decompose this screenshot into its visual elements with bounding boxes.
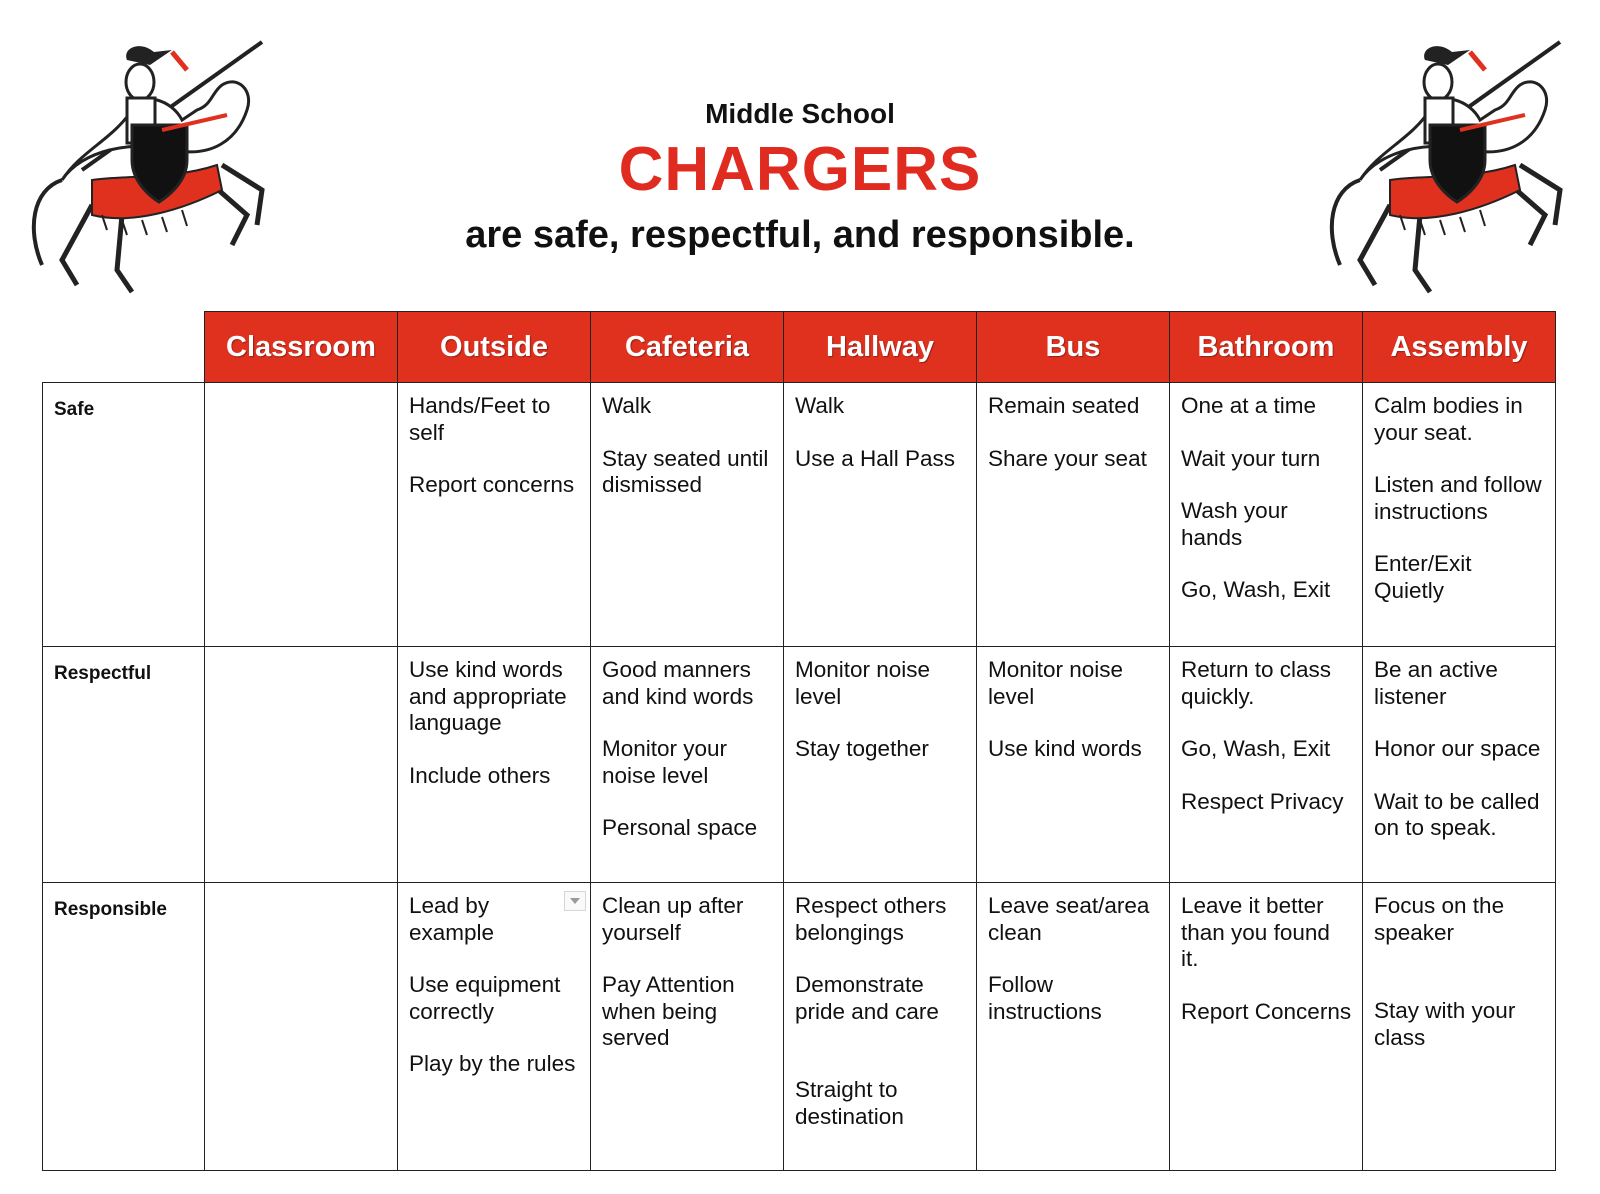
cell-item: Stay together — [795, 736, 929, 761]
cell-safe-bus — [977, 383, 1170, 647]
column-header-cafeteria: Cafeteria — [591, 312, 784, 383]
item-spacer — [795, 710, 966, 736]
cell-safe-assembly — [1363, 383, 1556, 647]
cell-item: Wait to be called on to speak. — [1374, 788, 1540, 840]
cell-item: Include others — [409, 762, 551, 788]
item-spacer — [602, 946, 773, 972]
cell-item: Walk — [795, 393, 845, 418]
item-spacer — [795, 1051, 966, 1077]
item-spacer — [1374, 946, 1545, 972]
item-spacer — [1181, 551, 1352, 577]
cell-safe-classroom — [205, 383, 398, 647]
column-header-bathroom: Bathroom — [1170, 312, 1363, 383]
cell-item: Clean up after yourself — [602, 893, 744, 945]
cell-item: Wait your turn — [1181, 445, 1321, 471]
item-spacer — [409, 446, 580, 472]
cell-item: Straight to destination — [795, 1077, 904, 1129]
cell-item: Play by the rules — [409, 1051, 576, 1076]
cell-respectful-classroom — [205, 647, 398, 883]
cell-item: Use kind words and appropriate language — [409, 657, 567, 735]
page-header — [0, 0, 1600, 310]
cell-item: Use a Hall Pass — [795, 445, 956, 471]
cell-safe-outside — [398, 383, 591, 647]
item-spacer — [1374, 972, 1545, 998]
behavior-matrix-table — [42, 311, 1556, 1171]
header-row — [43, 312, 1556, 383]
item-spacer — [602, 420, 773, 446]
cell-item: Use equipment correctly — [409, 972, 561, 1024]
row-label-respectful: Respectful — [43, 647, 205, 883]
cell-item: Monitor noise level — [988, 657, 1124, 709]
item-spacer — [1181, 763, 1352, 789]
column-header-assembly: Assembly — [1363, 312, 1556, 383]
table-row — [43, 883, 1556, 1171]
cell-respectful-cafeteria — [591, 647, 784, 883]
cell-item: Respect Privacy — [1181, 788, 1344, 814]
cell-item: Demonstrate pride and care — [795, 972, 939, 1024]
column-header-outside: Outside — [398, 312, 591, 383]
cell-responsible-cafeteria — [591, 883, 784, 1171]
item-spacer — [1374, 763, 1545, 789]
item-spacer — [795, 1025, 966, 1051]
cell-item: Focus on the speaker — [1374, 893, 1505, 945]
column-header-bus: Bus — [977, 312, 1170, 383]
item-spacer — [409, 737, 580, 763]
cell-item: Listen and follow instructions — [1374, 472, 1542, 524]
item-spacer — [988, 946, 1159, 972]
cell-item: Stay with your class — [1374, 998, 1516, 1050]
cell-responsible-assembly — [1363, 883, 1556, 1171]
cell-item: Walk — [602, 393, 652, 418]
cell-item: One at a time — [1181, 393, 1317, 418]
item-spacer — [795, 420, 966, 446]
item-spacer — [1181, 420, 1352, 446]
item-spacer — [1374, 525, 1545, 551]
item-spacer — [988, 420, 1159, 446]
cell-safe-cafeteria — [591, 383, 784, 647]
table-row — [43, 647, 1556, 883]
cell-item: Go, Wash, Exit — [1181, 577, 1331, 602]
corner-cell — [43, 312, 205, 383]
item-spacer — [602, 789, 773, 815]
cell-item: Pay Attention when being served — [602, 972, 735, 1050]
item-spacer — [1181, 710, 1352, 736]
item-spacer — [1181, 973, 1352, 999]
row-label-safe: Safe — [43, 383, 205, 647]
cell-item: Stay seated until dismissed — [602, 445, 769, 497]
cell-item: Go, Wash, Exit — [1181, 736, 1331, 761]
cell-item: Monitor noise level — [795, 657, 931, 709]
cell-dropdown-icon[interactable] — [564, 891, 586, 911]
cell-item: Enter/Exit Quietly — [1374, 551, 1472, 603]
item-spacer — [988, 710, 1159, 736]
cell-item: Follow instructions — [988, 972, 1102, 1024]
item-spacer — [1374, 446, 1545, 472]
cell-item: Lead by example — [409, 893, 495, 945]
cell-item: Remain seated — [988, 393, 1140, 418]
cell-responsible-classroom — [205, 883, 398, 1171]
item-spacer — [1181, 472, 1352, 498]
cell-responsible-bathroom — [1170, 883, 1363, 1171]
cell-responsible-outside — [398, 883, 591, 1171]
cell-item: Hands/Feet to self — [409, 393, 551, 445]
item-spacer — [1374, 710, 1545, 736]
cell-item: Honor our space — [1374, 736, 1541, 761]
cell-respectful-outside — [398, 647, 591, 883]
tagline: are safe, respectful, and responsible. — [465, 214, 1135, 256]
row-label-responsible: Responsible — [43, 883, 205, 1171]
knight-on-horse-icon — [1320, 30, 1580, 300]
cell-item: Leave it better than you found it. — [1181, 893, 1330, 971]
cell-safe-bathroom — [1170, 383, 1363, 647]
cell-responsible-hallway — [784, 883, 977, 1171]
item-spacer — [409, 1025, 580, 1051]
page-title: CHARGERS — [618, 135, 982, 204]
cell-item: Leave seat/area clean — [988, 893, 1150, 945]
cell-respectful-assembly — [1363, 647, 1556, 883]
cell-item: Report concerns — [409, 472, 575, 497]
cell-item: Good manners and kind words — [602, 657, 754, 709]
cell-item: Wash your hands — [1181, 498, 1288, 550]
cell-item: Share your seat — [988, 445, 1147, 471]
cell-item: Return to class quickly. — [1181, 657, 1332, 709]
column-header-classroom: Classroom — [205, 312, 398, 383]
cell-item: Calm bodies in your seat. — [1374, 393, 1523, 445]
cell-responsible-bus — [977, 883, 1170, 1171]
item-spacer — [409, 946, 580, 972]
table-row — [43, 383, 1556, 647]
cell-respectful-hallway — [784, 647, 977, 883]
school-level-label: Middle School — [705, 98, 895, 129]
cell-item: Be an active listener — [1374, 657, 1498, 709]
cell-item: Monitor your noise level — [602, 736, 728, 788]
cell-respectful-bathroom — [1170, 647, 1363, 883]
cell-item: Respect others belongings — [795, 893, 947, 945]
cell-item: Personal space — [602, 815, 758, 840]
cell-safe-hallway — [784, 383, 977, 647]
cell-respectful-bus — [977, 647, 1170, 883]
cell-item: Report Concerns — [1181, 998, 1352, 1024]
item-spacer — [795, 946, 966, 972]
cell-item: Use kind words — [988, 736, 1142, 761]
item-spacer — [602, 710, 773, 736]
column-header-hallway: Hallway — [784, 312, 977, 383]
